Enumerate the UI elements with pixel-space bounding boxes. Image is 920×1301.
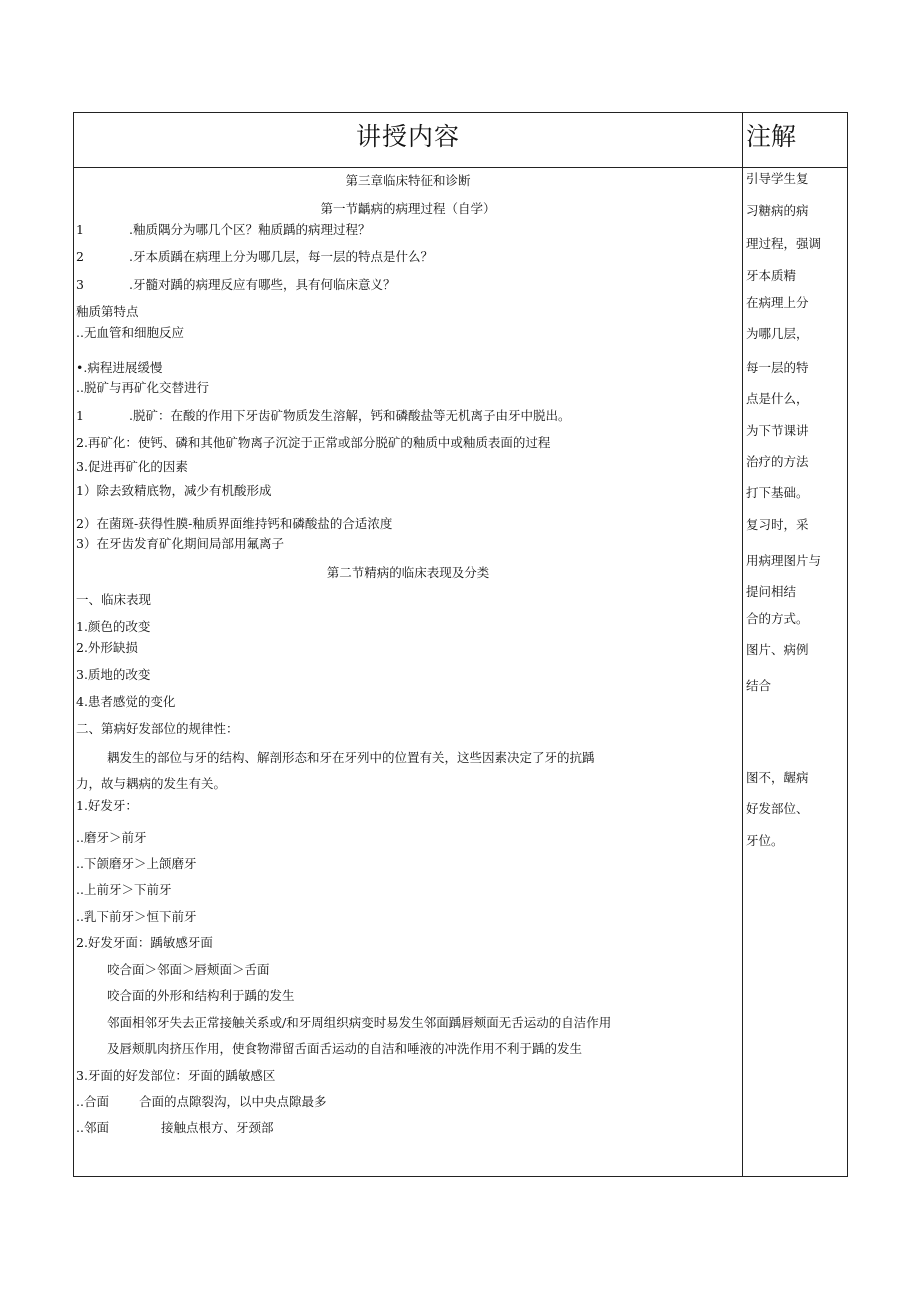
note-line: 引导学生复	[746, 171, 809, 186]
question-3	[76, 277, 395, 293]
question-1	[76, 222, 370, 238]
clinical-item: 4.患者感觉的变化	[76, 694, 176, 709]
tooth-item: ..磨牙＞前牙	[76, 830, 147, 845]
notes-column-header: 注解	[746, 122, 797, 151]
surface-line-2: 邻面相邻牙失去正常接触关系或/和牙周组织病变时易发生邻面踽唇颊面无舌运动的自洁作用	[107, 1015, 612, 1030]
note-line: 图不，龌病	[746, 770, 809, 785]
zone-text: 合面的点隙裂沟，以中央点隙最多	[138, 1094, 327, 1109]
surface-heading: 2.好发牙面：踽敏感牙面	[76, 935, 213, 950]
note-line: 打下基础。	[746, 485, 809, 500]
zone-label: ..合面	[76, 1094, 109, 1109]
note-line: 习糖病的病	[746, 203, 809, 218]
note-line: 合的方式。	[746, 611, 809, 626]
site-heading: 二、第病好发部位的规律性：	[76, 721, 239, 736]
item-number: 1	[76, 408, 84, 423]
factor-2: 2）在菌斑-获得性膜-釉质界面维持钙和磷酸盐的合适浓度	[76, 516, 393, 531]
clinical-heading: 一、临床表现	[76, 592, 152, 607]
content-column-header: 讲授内容	[355, 122, 460, 151]
surface-order: 咬合面＞邻面＞唇颊面＞舌面	[107, 962, 270, 977]
site-paragraph-line-1: 耦发生的部位与牙的结构、解剖形态和牙在牙列中的位置有关，这些因素决定了牙的抗踽	[107, 750, 595, 765]
section1-title: 第一节齲病的病理过程（自学）	[320, 201, 496, 216]
note-line: 用病理图片与	[746, 553, 822, 568]
note-line: 牙本质精	[746, 268, 797, 283]
enamel-heading: 釉质第特点	[76, 304, 139, 319]
item-text: .脱矿：在酸的作用下牙齿矿物质发生溶解，钙和磷酸盐等无机离子由牙中脱出。	[129, 408, 571, 423]
zone-text: 接触点根方、牙颈部	[160, 1120, 274, 1135]
lesson-table	[73, 112, 848, 1177]
section2-title: 第二节精病的临床表现及分类	[326, 565, 490, 580]
zone-occlusal	[76, 1094, 326, 1110]
question-number: 2	[76, 249, 84, 264]
question-text: .牙髓对踽的病理反应有哪些，具有何临床意义？	[129, 277, 396, 292]
note-line: 牙位。	[746, 833, 784, 848]
note-line: 治疗的方法	[746, 454, 809, 469]
enamel-feature-3: ..脱矿与再矿化交替进行	[76, 380, 209, 395]
note-line: 为哪几层，	[746, 326, 809, 341]
zone-label: ..邻面	[76, 1120, 109, 1135]
zone-heading: 3.牙面的好发部位：牙面的踽敏感区	[76, 1068, 276, 1083]
note-line: 复习时，采	[746, 517, 809, 532]
clinical-item: 2.外形缺损	[76, 640, 138, 655]
note-line: 提问相结	[746, 584, 797, 599]
note-line: 在病理上分	[746, 295, 809, 310]
note-line: 好发部位、	[746, 801, 809, 816]
surface-line-3: 及唇颊肌肉挤压作用，使食物滞留舌面舌运动的自洁和唾液的冲洗作用不利于踽的发生	[107, 1041, 583, 1056]
column-divider	[742, 113, 743, 1176]
question-number: 1	[76, 222, 84, 237]
remineralization: 2.再矿化：使钙、磷和其他矿物离子沉淀于正常或部分脱矿的釉质中或釉质表面的过程	[76, 435, 551, 450]
tooth-heading: 1.好发牙：	[76, 798, 138, 813]
header-divider	[74, 167, 847, 168]
zone-proximal	[76, 1120, 273, 1136]
note-line: 每一层的特	[746, 360, 809, 375]
surface-line-1: 咬合面的外形和结构利于踽的发生	[107, 988, 295, 1003]
chapter-title: 第三章临床特征和诊断	[345, 173, 471, 188]
clinical-item: 3.质地的改变	[76, 667, 151, 682]
factor-1: 1）除去致精底物，减少有机酸形成	[76, 483, 272, 498]
note-line: 图片、病例	[746, 642, 809, 657]
question-text: .釉质隅分为哪几个区？釉质踽的病理过程？	[129, 222, 371, 237]
tooth-item: ..乳下前牙＞恒下前牙	[76, 909, 197, 924]
question-number: 3	[76, 277, 84, 292]
enamel-feature-1: ..无血管和细胞反应	[76, 325, 184, 340]
promote-heading: 3.促进再矿化的因素	[76, 459, 188, 474]
note-line: 点是什么，	[746, 391, 809, 406]
note-line: 结合	[746, 678, 772, 693]
clinical-item: 1.颜色的改变	[76, 619, 151, 634]
demineralization	[76, 408, 570, 424]
tooth-item: ..下颌磨牙＞上颌磨牙	[76, 856, 197, 871]
note-line: 为下节课讲	[746, 423, 809, 438]
factor-3: 3）在牙齿发育矿化期间局部用氟离子	[76, 536, 284, 551]
site-paragraph-line-2: 力，故与耦病的发生有关。	[76, 776, 227, 791]
enamel-feature-2: •.病程进展缓慢	[76, 360, 163, 375]
question-2	[76, 249, 433, 265]
tooth-item: ..上前牙＞下前牙	[76, 882, 172, 897]
question-text: .牙本质踽在病理上分为哪几层，每一层的特点是什么？	[129, 249, 433, 264]
note-line: 理过程，强调	[746, 236, 822, 251]
